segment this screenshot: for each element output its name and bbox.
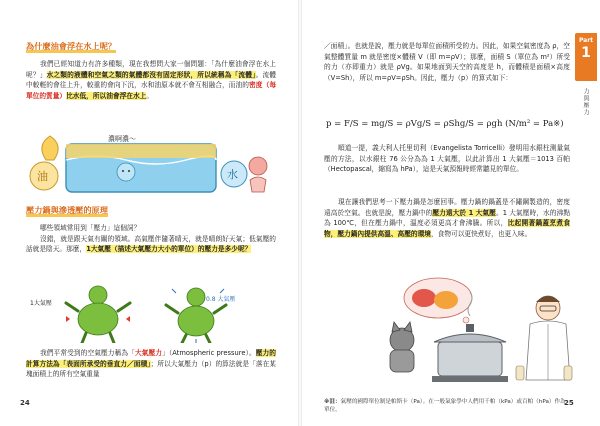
label-1atm: 1大氣壓: [30, 300, 52, 307]
oil-water-illustration: [26, 130, 276, 196]
atmosphere-figures: [26, 283, 276, 343]
figure-1atm: [66, 286, 130, 343]
heading-oil-float: 為什麼油會浮在水上呢？: [26, 41, 117, 51]
chapter-label: 力與壓力: [582, 88, 589, 116]
pressure-cooker-illustration: [380, 276, 580, 386]
label-08atm: 0.8 大氣壓: [206, 296, 236, 303]
oil-label: 油: [37, 170, 48, 183]
footnote: ※註：氣壓的國際單位制是帕斯卡（Pa）。在一般氣象學中人們用千帕（kPa）或百帕（hPa）作為單位。: [324, 399, 566, 413]
page-number-left: 24: [20, 399, 30, 407]
paragraph-formula-intro: ／面積」。也就是說，壓力就是每單位面積所受的力。因此，如果空氣密度為 ρ，空氣整體質量 m 就是密度×體積 V（即 m=ρV）；那麼，面積 S（單位為 m²）所受的力（亦即重力）就是 ρVg。如果地面到天空的高度是 h，而體積是面積×高度（V=Sh），所以 m=ρV=ρSh。因此，壓力（p）的算式如下：: [324, 42, 570, 82]
pressure-formula: p = F/S = mg/S = ρVg/S = ρShg/S = ρgh (N/m² = Pa※): [326, 119, 564, 129]
cat-character: [390, 322, 414, 372]
oil-drop-icon: [42, 136, 58, 160]
heading-pressure-cooker: 壓力鍋與滲透壓的原理: [26, 205, 108, 215]
part-tab: Part 1: [575, 33, 597, 81]
paragraph-pressure-intro: 哪些領域常用到「壓力」這個詞？ 沒錯，就是跟天氣有關的領域。高氣壓伴隨著晴天，就是晴朗好天氣；低氣壓的話就是陰天。那麼，1大氣壓（描述大氣壓力大小的單位）的壓力是多少呢？: [26, 224, 276, 254]
shaker-icon: [516, 366, 524, 380]
right-page: [300, 0, 600, 426]
paragraph-oil: 我們已經知道力有許多種類，現在我想問大家一個問題：「為什麼油會浮在水上呢？」水之類的液體和空氣之類的氣體都沒有固定形狀，所以統稱為「流體」。流體中較輕的會往上升，較重的會向下沉，水和油原本就不會互相融合，而油的密度（每單位的質量）比水低，所以油會浮在水上。: [26, 60, 277, 100]
paragraph-pressure-cooker: 現在讓我們思考一下壓力鍋是怎麼回事。壓力鍋的鍋蓋是不鏽鋼製造的，密度遠高於空氣。也就是說，壓力鍋中的壓力遠大於 1 大氣壓。1 大氣壓時，水的沸點為 100℃，但在壓力鍋中，溫度必須更高才會沸騰。所以，比起開著鍋蓋烹煮食物，壓力鍋內提供高溫、高壓的環境，食物可以更快煮好，也更入味。: [324, 198, 571, 238]
swish-text: 濃啊濃～: [108, 135, 136, 143]
paragraph-atmospheric: 我們平常受到的空氣壓力稱為「大氣壓力」（Atmospheric pressure）。壓力的計算方法為「表面所承受的垂直力／面積」；所以大氣壓力（p）的算法就是「落在某塊面積上的所有空氣重量: [26, 349, 276, 379]
scientist-character: [526, 296, 570, 380]
paragraph-torricelli: 順道一提，義大利人托里切利（Evangelista Torricelli）發明用水銀柱測量氣壓的方法，以水銀柱 76 公分為為 1 大氣壓，以此計算出 1 大氣壓＝1013 百帕（Hectopascal，縮寫為 hPa），這是天氣預報時經常聽見的單位。: [324, 144, 570, 174]
page-number-right: 25: [564, 399, 574, 407]
water-label: 水: [227, 168, 238, 181]
shaker-icon: [564, 366, 572, 380]
